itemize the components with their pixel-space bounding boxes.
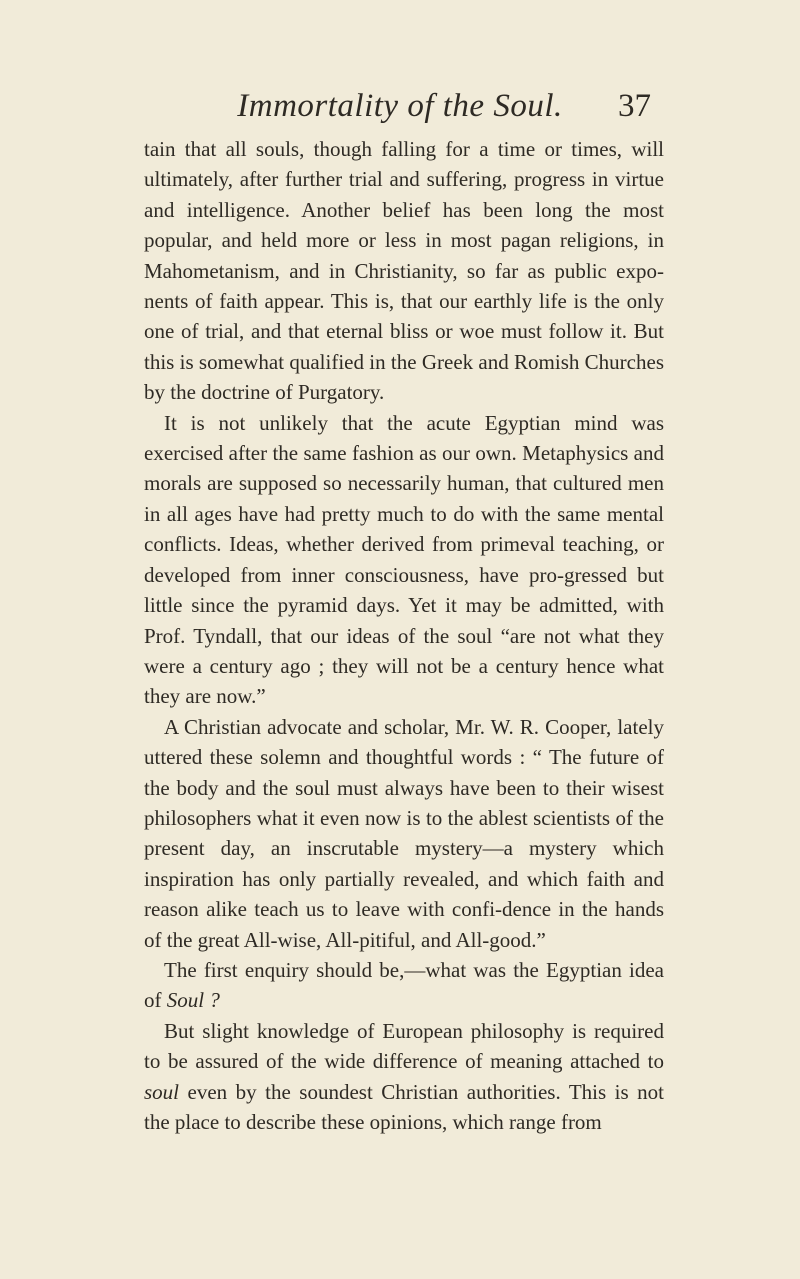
- running-title: Immortality of the Soul.: [237, 88, 563, 124]
- page-header: [0, 76, 800, 136]
- paragraph-1: tain that all souls, though falling for a time or times, will ultimately, after further trial and suffering, progress in virtue and intelligence. Another belief has been long the most popular, and held more or less in most pagan religions, in Mahometanism, and in Christianity, so far as public expo-nents of faith appear. This is, that our earthly life is the only one of trial, and that eternal bliss or woe must follow it. But this is somewhat qualified in the Greek and Romish Churches by the doctrine of Purgatory.: [144, 137, 664, 405]
- paragraph-3: A Christian advocate and scholar, Mr. W. R. Cooper, lately uttered these solemn and thoughtful words : “ The future of the body and the soul must always have been to their wisest philosophers what it even now is to the ablest scientists of the present day, an inscrutable mystery—a mystery which inspiration has only partially revealed, and which faith and reason alike teach us to leave with confi-dence in the hands of the great All-wise, All-pitiful, and All-good.”: [144, 714, 664, 952]
- paragraph-5-italic: soul: [144, 1079, 180, 1104]
- paragraph-5-text: But slight knowledge of European philosophy is required to be assured of the wide difference of meaning attached to: [144, 1018, 664, 1074]
- paragraph-2: It is not unlikely that the acute Egyptian mind was exercised after the same fashion as our own. Metaphysics and morals are supposed so necessarily human, that cultured men in all ages have had pretty much to do with the same mental conflicts. Ideas, whether derived from primeval teaching, or developed from inner consciousness, have pro-gressed but little since the pyramid days. Yet it may be admitted, with Prof. Tyndall, that our ideas of the soul “are not what they were a century ago ; they will not be a century hence what they are now.”: [144, 410, 664, 709]
- paragraph-5-tail: even by the soundest Christian authorities. This is not the place to describe these opinions, which range from: [144, 1079, 664, 1134]
- paragraph-4-text: The first enquiry should be,—what was the Egyptian idea of: [144, 957, 664, 1013]
- page-number: 37: [618, 88, 651, 124]
- paragraph-4: [144, 955, 664, 1016]
- body-text: [144, 134, 664, 1137]
- paragraph-5: [144, 1016, 664, 1138]
- paragraph-4-italic: Soul ?: [166, 988, 220, 1013]
